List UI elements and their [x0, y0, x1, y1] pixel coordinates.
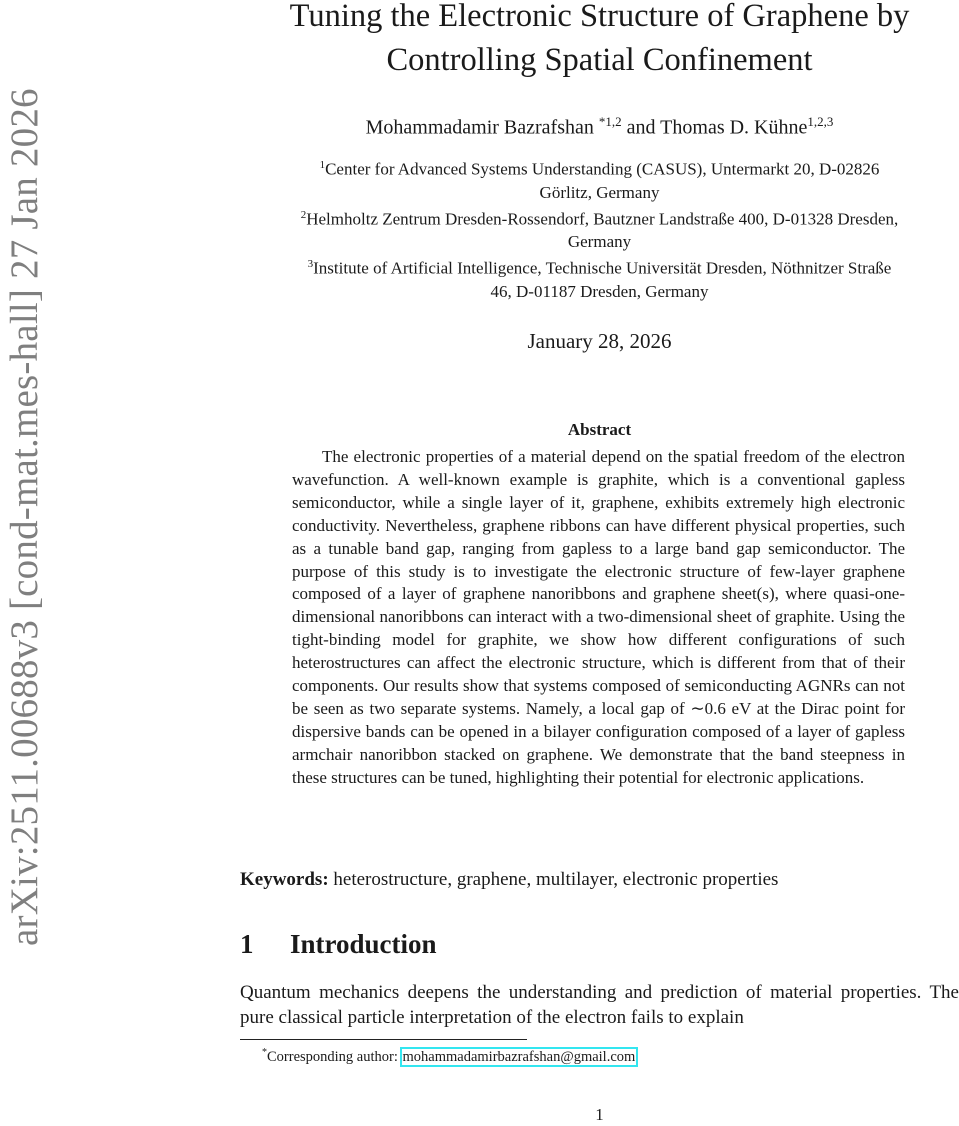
- section-heading-introduction: [240, 926, 437, 962]
- paper-title-line-2: Controlling Spatial Confinement: [386, 42, 813, 78]
- affiliation-3: [240, 253, 959, 303]
- affiliation-1-line-2: Görlitz, Germany: [539, 182, 660, 202]
- author-2-affiliation-marks: 1,2,3: [807, 114, 834, 129]
- affiliation-2: [240, 204, 959, 254]
- affiliation-2-mark: 2: [300, 208, 307, 221]
- abstract-heading: Abstract: [567, 420, 632, 439]
- affiliation-1-line-1: Center for Advanced Systems Understanding (CASUS), Untermarkt 20, D-02826: [325, 159, 880, 179]
- arxiv-identifier-stamp: arXiv:2511.00688v3 [cond-mat.mes-hall] 27 Jan 2026: [3, 88, 46, 946]
- author-name-1: Mohammadamir Bazrafshan: [365, 116, 594, 139]
- footnote-mark: *: [262, 1047, 267, 1058]
- affiliation-1-mark: 1: [319, 159, 326, 171]
- publication-date: January 28, 2026: [527, 329, 672, 353]
- keywords-line: [240, 868, 959, 892]
- affiliation-3-mark: 3: [307, 258, 314, 271]
- affiliation-list: [240, 154, 959, 303]
- footnote-rule: [240, 1039, 527, 1040]
- corresponding-author-email-link[interactable]: mohammadamirbazrafshan@gmail.com: [402, 1048, 636, 1065]
- affiliation-2-line-2: Germany: [567, 232, 632, 252]
- section-number: 1: [240, 929, 254, 959]
- author-1-affiliation-marks: *1,2: [598, 114, 622, 129]
- introduction-paragraph: Quantum mechanics deepens the understanding and prediction of material properties. The pure classical particle interpretation of the electron fails to explain: [240, 982, 959, 1028]
- keywords-text: heterostructure, graphene, multilayer, electronic properties: [333, 869, 779, 890]
- author-list: [240, 108, 959, 142]
- affiliation-2-line-1: Helmholtz Zentrum Dresden-Rossendorf, Bautzner Landstraße 400, D-01328 Dresden,: [306, 209, 899, 229]
- footnote: [262, 1043, 636, 1067]
- author-name-2: Thomas D. Kühne: [660, 116, 808, 139]
- affiliation-1: [240, 154, 959, 204]
- affiliation-3-line-1: Institute of Artificial Intelligence, Technische Universität Dresden, Nöthnitzer Straße: [313, 258, 892, 278]
- page-number: 1: [595, 1105, 604, 1124]
- author-conjunction: and: [626, 116, 656, 139]
- abstract-text: The electronic properties of a material depend on the spatial freedom of the electron wavefunction. A well-known example is graphite, which is a conventional gapless semiconductor, while a single layer of it, graphene, exhibits extremely high electronic conductivity. Nevertheless, graphene ribbons can have different physical properties, such as a tunable band gap, ranging from gapless to a large band gap semiconductor. The purpose of this study is to investigate the electronic structure of few-layer graphene composed of a layer of graphene nanoribbons and graphene sheet(s), where quasi-one-dimensional nanoribbons can interact with a two-dimensional sheet of graphite. Using the tight-binding model for graphite, we show how different configurations of such heterostructures can affect the electronic structure, which is different from that of their components. Our results show that systems composed of semiconducting AGNRs can not be seen as two separate systems. Namely, a local gap of ∼0.6 eV at the Dirac point for dispersive bands can be opened in a bilayer configuration composed of a layer of gapless armchair nanoribbon stacked on graphene. We demonstrate that the band steepness in these structures can be tuned, highlighting their potential for electronic applications.: [292, 447, 905, 787]
- footnote-label: Corresponding author:: [267, 1048, 398, 1065]
- paper-title: [240, 0, 959, 82]
- section-title: Introduction: [290, 929, 437, 959]
- keywords-label: Keywords:: [240, 869, 329, 890]
- affiliation-3-line-2: 46, D-01187 Dresden, Germany: [490, 281, 709, 301]
- paper-title-line-1: Tuning the Electronic Structure of Graphene by: [289, 0, 910, 34]
